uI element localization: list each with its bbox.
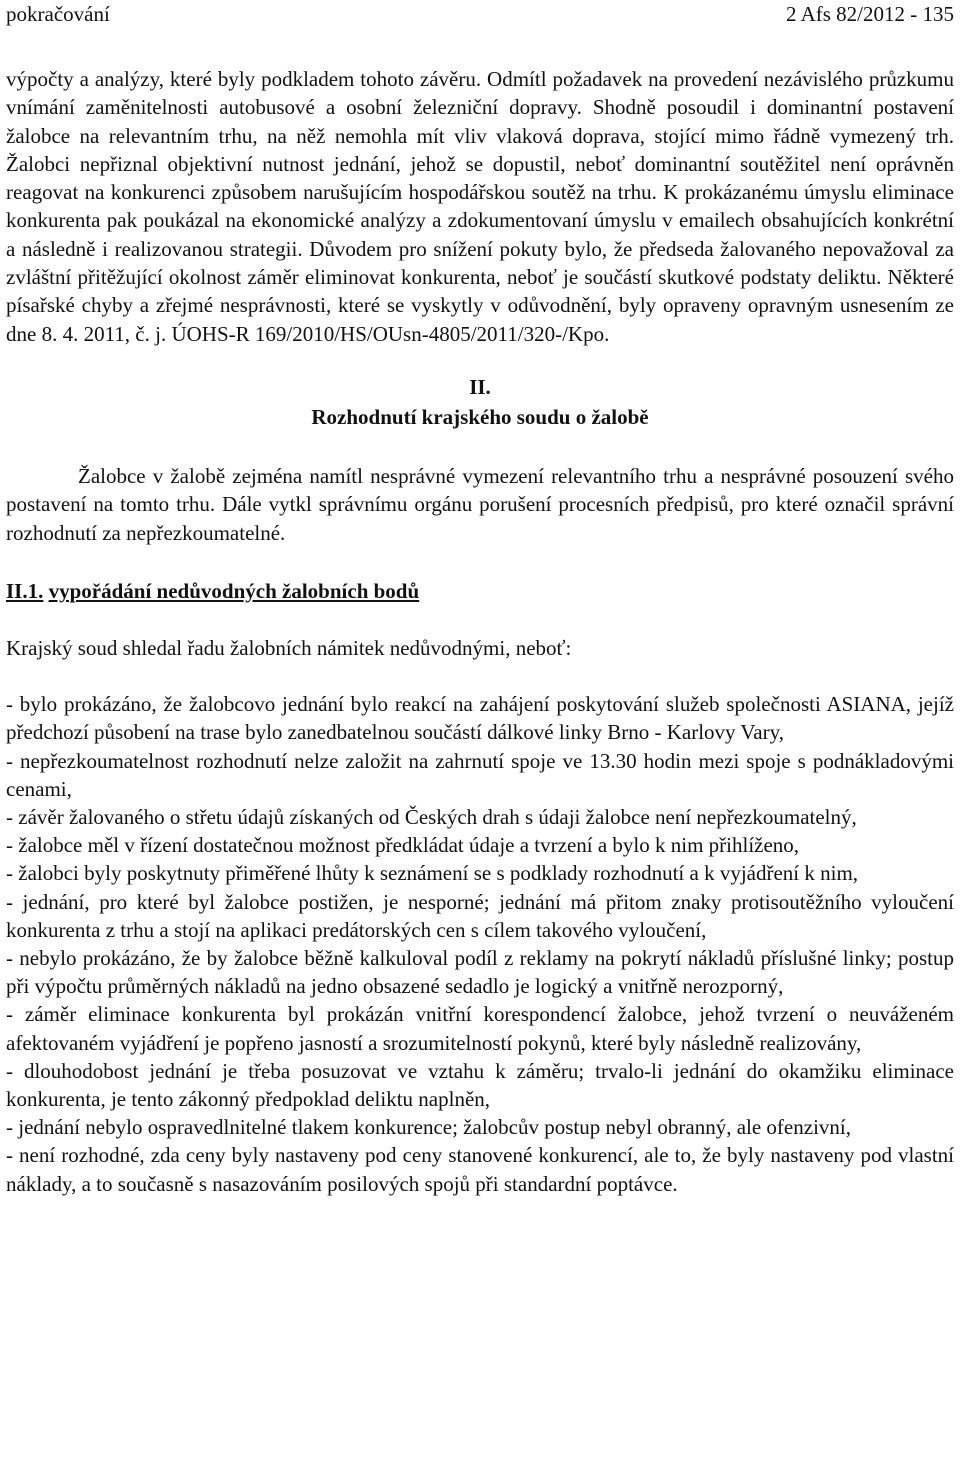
bullet-item: - nebylo prokázáno, že by žalobce běžně kalkuloval podíl z reklamy na pokrytí nákladů příslušné linky; postup při výpočtu průměrných nákladů na jedno obsazené sedadlo je logický a vnitřně nerozporný,: [6, 945, 954, 999]
bullet-item: - dlouhodobost jednání je třeba posuzovat ve vztahu k záměru; trvalo-li jednání do okamžiku eliminace konkurenta, je tento zákonný předpoklad deliktu naplněn,: [6, 1058, 954, 1111]
case-reference: 2 Afs 82/2012 - 135: [786, 2, 954, 26]
lawsuit-paragraph: Žalobce v žalobě zejména namítl nesprávné vymezení relevantního trhu a nesprávné posouzení svého postavení na tomto trhu. Dále vytkl správnímu orgánu porušení procesních předpisů, pro které označil správní rozhodnutí za nepřezkoumatelné.: [6, 463, 954, 545]
bullet-item: - žalobci byly poskytnuty přiměřené lhůty k seznámení se s podklady rozhodnutí a k vyjádření k nim,: [6, 861, 859, 886]
bullet-item: - není rozhodné, zda ceny byly nastaveny pod ceny stanovené konkurencí, ale to, že byly nastaveny pod vlastní náklady, a to současně s nasazováním posilových spojů při standardní poptávce.: [6, 1143, 954, 1196]
bullet-item: - nepřezkoumatelnost rozhodnutí nelze založit na zahrnutí spoje ve 13.30 hodin mezi spoje s podnákladovými cenami,: [6, 748, 954, 801]
court-paragraph: Krajský soud shledal řadu žalobních námitek nedůvodnými, neboť:: [6, 635, 572, 660]
bullet-item: - bylo prokázáno, že žalobcovo jednání bylo reakcí na zahájení poskytování služeb společnosti ASIANA, jejíž předchozí působení na trase bylo zanedbatelnou součástí dálkové linky Brno - Karlovy Vary,: [6, 692, 954, 745]
subsection-number: II.1.: [6, 578, 44, 603]
intro-paragraph: výpočty a analýzy, které byly podkladem tohoto závěru. Odmítl požadavek na provedení nezávislého průzkumu vnímání zaměnitelnosti autobusové a osobní železniční dopravy. Shodně posoudil i dominantní postavení žalobce na relevantním trhu, na něž nemohla mít vliv vlaková doprava, stojící mimo řádně vymezený trh. Žalobci nepřiznal objektivní nutnost jednání, jehož se dopustil, neboť dominantní soutěžitel není oprávněn reagovat na konkurenci způsobem narušujícím hospodářskou soutěž na trhu. K prokázanému úmyslu eliminace konkurenta pak poukázal na ekonomické analýzy a zdokumentovaní úmyslu v emailech obsahujících konkrétní a následně i realizovanou strategii. Důvodem pro snížení pokuty bylo, že předseda žalovaného nepovažoval za zvláštní přitěžující okolnost záměr eliminovat konkurenta, neboť je součástí skutkové podstaty deliktu. Některé písařské chyby a zřejmé nesprávnosti, které se vyskytly v odůvodnění, byly opraveny opravným usnesením ze dne 8. 4. 2011, č. j. ÚOHS-R 169/2010/HS/OUsn-4805/2011/320-/Kpo.: [6, 67, 954, 346]
subsection-title: vypořádání nedůvodných žalobních bodů: [48, 578, 420, 603]
section-title: Rozhodnutí krajského soudu o žalobě: [311, 404, 649, 429]
header-continuation: pokračování: [6, 2, 110, 26]
section-number: II.: [469, 374, 491, 399]
subsection-heading: [6, 577, 954, 605]
bullet-item: - jednání, pro které byl žalobce postižen, je nesporné; jednání má přitom znaky protisoutěžního vyloučení konkurenta z trhu a stojí na aplikaci predátorských cen s cílem takového vyloučení,: [6, 889, 954, 942]
bullet-item: - jednání nebylo ospravedlnitelné tlakem konkurence; žalobcův postup nebyl obranný, ale ofenzivní,: [6, 1115, 851, 1140]
bullet-item: - žalobce měl v řízení dostatečnou možnost předkládat údaje a tvrzení a bylo k nim přihlíženo,: [6, 833, 800, 858]
page-header: [6, 0, 954, 30]
bullet-list: [6, 690, 954, 1198]
bullet-item: - záměr eliminace konkurenta byl prokázán vnitřní korespondencí žalobce, jehož tvrzení o neuváženém afektovaném vyjádření je popřeno jasností a srozumitelností pokynů, které byly následně realizovány,: [6, 1002, 954, 1055]
bullet-item: - závěr žalovaného o střetu údajů získaných od Českých drah s údaji žalobce není nepřezkoumatelný,: [6, 804, 857, 829]
